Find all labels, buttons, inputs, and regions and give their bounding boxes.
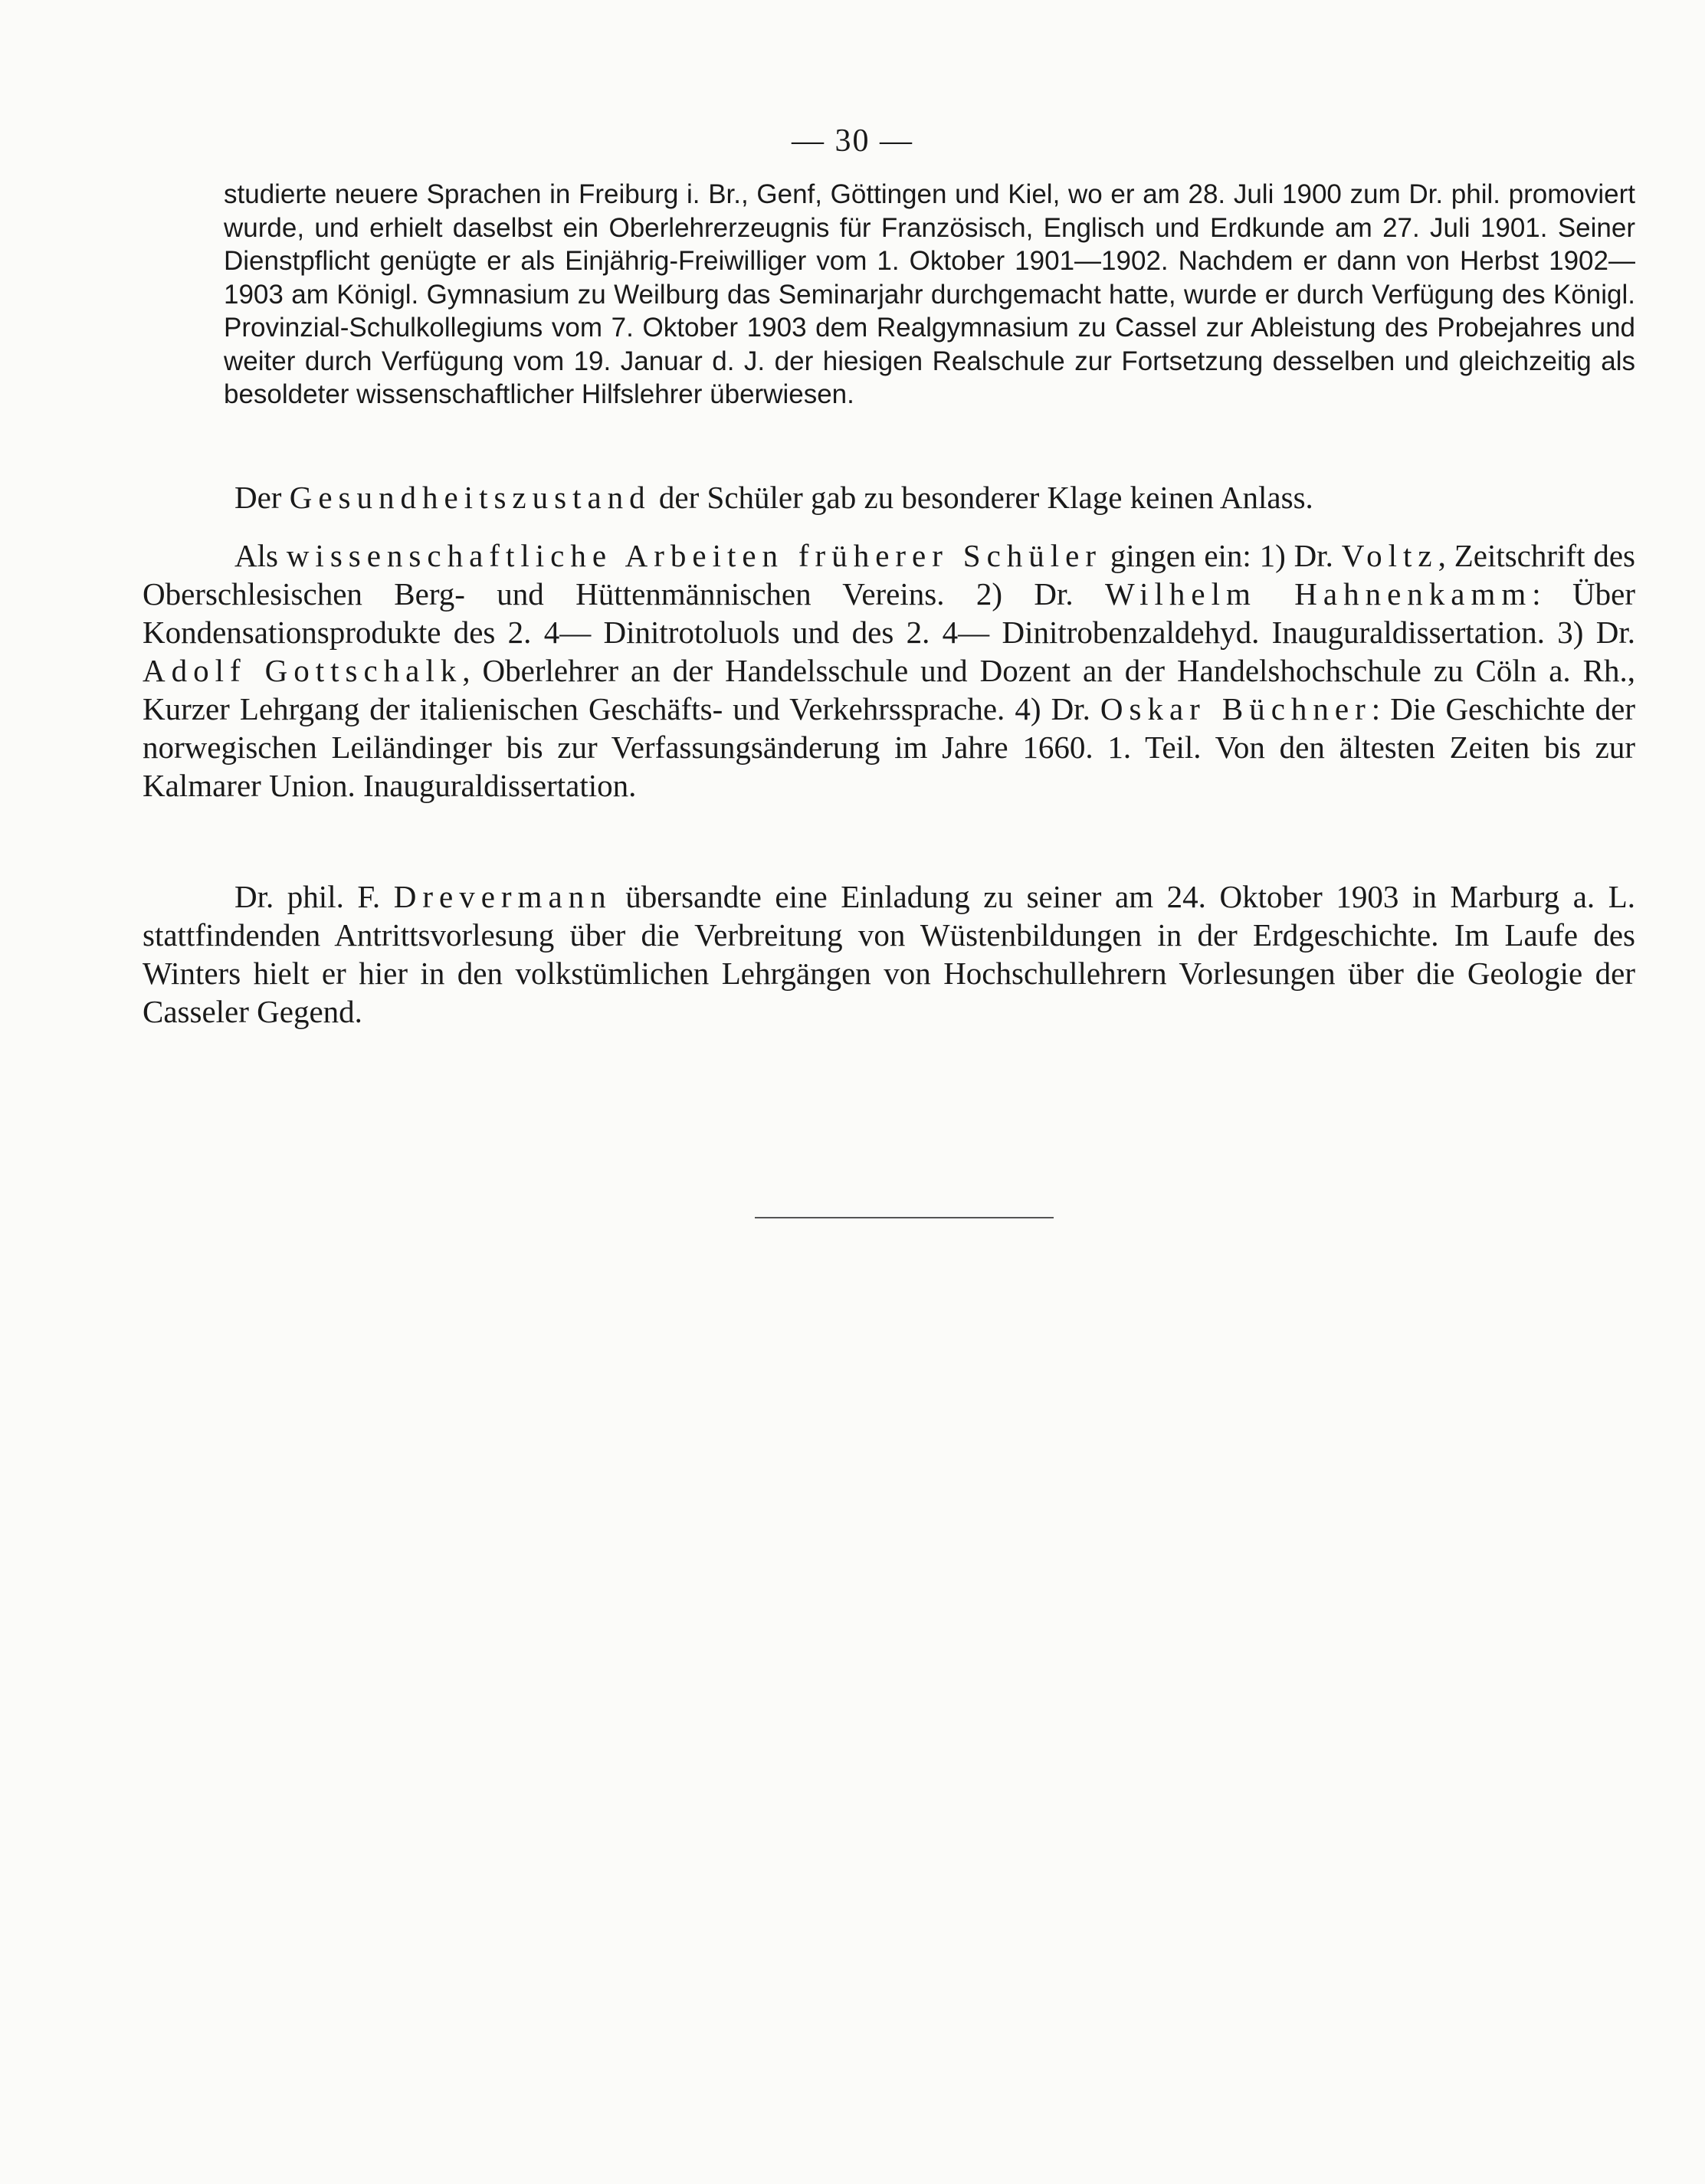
page-number: — 30 — — [792, 123, 913, 159]
author-drevermann: Drevermann — [393, 879, 612, 914]
section-divider — [755, 1217, 1054, 1218]
biography-paragraph — [224, 178, 1635, 412]
author-buechner: Oskar Büchner — [1100, 691, 1372, 726]
works-mid-4: , Oberlehrer an der Handelsschule und Dozent an der Handelshochschule zu Cöln a. Rh., Kurzer Lehrgang der italienischen Geschäfts- und Verkehrssprache. 4) Dr. — [143, 653, 1635, 726]
author-hahnenkamm: Wilhelm Hahnenkamm — [1105, 576, 1533, 612]
invitation-post: übersandte eine Einladung zu seiner am 24. Oktober 1903 in Marburg a. L. stattfindenden Antrittsvorlesung über die Verbreitung von Wüstenbildungen in der Erdgeschichte. Im Laufe des Winters hielt er hier in den volkstümlichen Lehrgängen von Hochschullehrern Vorlesungen über die Geologie der Casseler Gegend. — [143, 879, 1635, 1029]
health-spaced-term: Gesundheitszustand — [289, 480, 651, 515]
biography-text: studierte neuere Sprachen in Freiburg i. Br., Genf, Göttingen und Kiel, wo er am 28. Juli 1900 zum Dr. phil. promoviert wurde, und erhielt daselbst ein Oberlehrerzeugnis für Französisch, Englisch und Erdkunde am 27. Juli 1901. Seiner Dienstpflicht genügte er als Einjährig-Freiwilliger vom 1. Oktober 1901—1902. Nachdem er dann von Herbst 1902—1903 am Königl. Gymnasium zu Weilburg das Seminarjahr durchgemacht hatte, wurde er durch Verfügung des Königl. Provinzial-Schulkollegiums vom 7. Oktober 1903 dem Realgymnasium zu Cassel zur Ableistung des Probejahres und weiter durch Verfügung vom 19. Januar d. J. der hiesigen Realschule zur Fortsetzung desselben und gleichzeitig als besoldeter wissenschaftlicher Hilfslehrer überwiesen. — [224, 179, 1635, 409]
health-paragraph — [143, 478, 1635, 516]
health-pre: Der — [234, 480, 290, 515]
works-pre: Als — [234, 538, 287, 573]
author-gottschalk: Adolf Gottschalk — [143, 653, 463, 688]
author-voltz: Voltz — [1341, 538, 1438, 573]
works-spaced-heading: wissenschaftliche Arbeiten früherer Schüler — [286, 538, 1103, 573]
invitation-pre: Dr. phil. F. — [234, 879, 394, 914]
works-post: : Die Geschichte der norwegischen Leiländinger bis zur Verfassungsänderung im Jahre 1660. 1. Teil. Von den ältesten Zeiten bis zur Kalmarer Union. Inauguraldissertation. — [143, 691, 1635, 803]
works-mid-3: : Über Kondensationsprodukte des 2. 4— Dinitrotoluols und des 2. 4— Dinitrobenzaldehyd. Inauguraldissertation. 3) Dr. — [143, 576, 1635, 650]
works-mid-2: , Zeitschrift des Oberschlesischen Berg- und Hüttenmännischen Vereins. 2) Dr. — [143, 538, 1635, 612]
health-post: der Schüler gab zu besonderer Klage keinen Anlass. — [651, 480, 1313, 515]
works-mid-1: gingen ein: 1) Dr. — [1102, 538, 1342, 573]
invitation-paragraph — [143, 877, 1635, 1031]
scientific-works-paragraph — [143, 536, 1635, 805]
